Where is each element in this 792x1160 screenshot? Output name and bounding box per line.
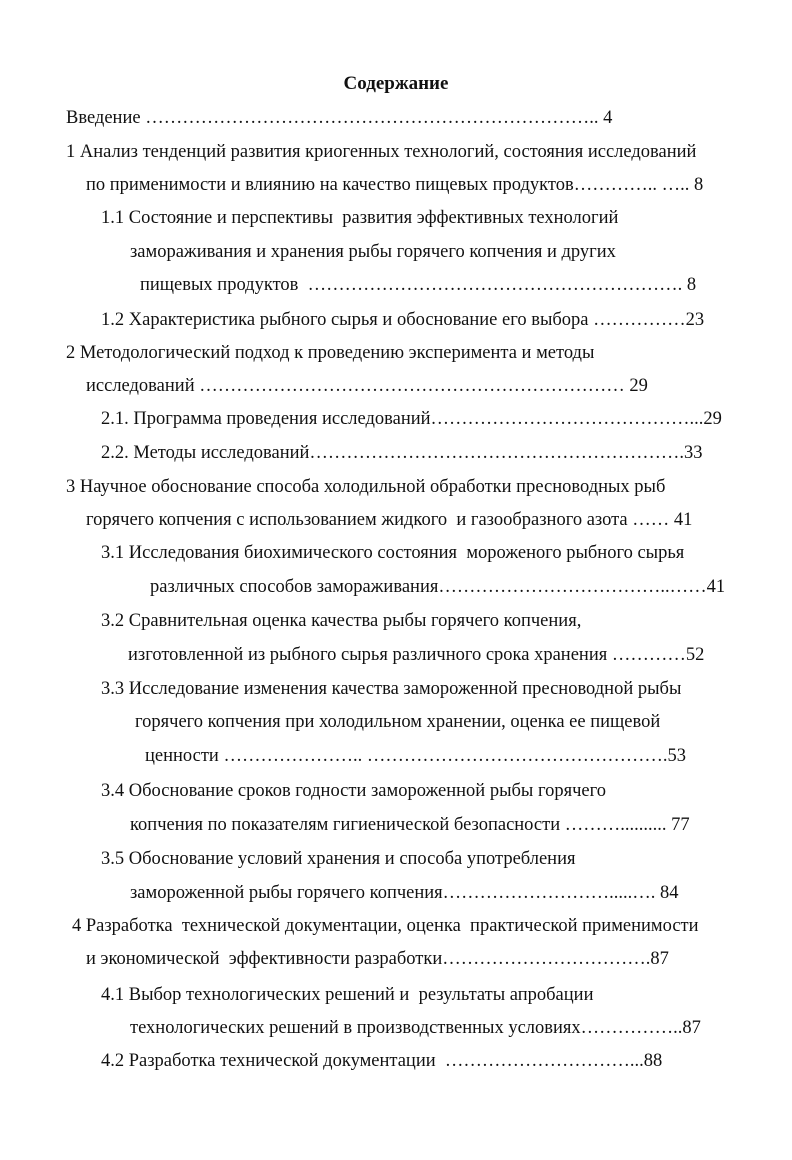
toc-entry-ch3-2-line1: 3.2 Сравнительная оценка качества рыбы горячего копчения,	[101, 611, 582, 631]
toc-entry-ch3-5-line1: 3.5 Обоснование условий хранения и способа употребления	[101, 849, 576, 869]
toc-entry-ch4-1-line1: 4.1 Выбор технологических решений и результаты апробации	[101, 985, 594, 1005]
toc-entry-ch1-line2: по применимости и влиянию на качество пищевых продуктов………….. ….. 8	[86, 175, 704, 195]
toc-entry-ch1-1-line1: 1.1 Состояние и перспективы развития эффективных технологий	[101, 208, 619, 228]
toc-entry-ch3-2-line2: изготовленной из рыбного сырья различного срока хранения …………52	[128, 645, 705, 665]
toc-entry-ch3-line2: горячего копчения с использованием жидкого и газообразного азота …… 41	[86, 510, 693, 530]
toc-entry-ch2-2: 2.2. Методы исследований…………………………………………………….33	[101, 443, 703, 463]
toc-entry-ch3-3-line1: 3.3 Исследование изменения качества замороженной пресноводной рыбы	[101, 679, 682, 699]
toc-entry-ch2-line2: исследований …………………………………………………………… 29	[86, 376, 648, 396]
toc-entry-ch1-1-line3: пищевых продуктов ……………………………………………………. 8	[140, 275, 697, 295]
toc-entry-ch1-line1: 1 Анализ тенденций развития криогенных технологий, состояния исследований	[66, 142, 697, 162]
toc-entry-ch2-1: 2.1. Программа проведения исследований……………………………………...29	[101, 409, 722, 429]
toc-entry-ch2-line1: 2 Методологический подход к проведению эксперимента и методы	[66, 343, 595, 363]
toc-entry-ch4-1-line2: технологических решений в производственных условиях……………..87	[130, 1018, 701, 1038]
toc-entry-intro: Введение ……………………………………………………………….. 4	[66, 108, 613, 128]
toc-entry-ch3-4-line2: копчения по показателям гигиенической безопасности ……….......... 77	[130, 815, 690, 835]
toc-entry-ch3-1-line2: различных способов замораживания………………………………..……41	[150, 577, 726, 597]
toc-entry-ch3-5-line2: замороженной рыбы горячего копчения……………………….....…. 84	[130, 883, 679, 903]
toc-entry-ch4-2: 4.2 Разработка технической документации …………………………...88	[101, 1051, 663, 1071]
toc-entry-ch1-1-line2: замораживания и хранения рыбы горячего копчения и других	[130, 242, 616, 262]
toc-entry-ch3-3-line3: ценности ………………….. ………………………………………….53	[145, 746, 686, 766]
toc-entry-ch3-3-line2: горячего копчения при холодильном хранении, оценка ее пищевой	[135, 712, 661, 732]
toc-entry-ch3-4-line1: 3.4 Обоснование сроков годности замороженной рыбы горячего	[101, 781, 607, 801]
toc-entry-ch3-1-line1: 3.1 Исследования биохимического состояния мороженого рыбного сырья	[101, 543, 685, 563]
toc-entry-ch4-line1: 4 Разработка технической документации, оценка практической применимости	[72, 916, 699, 936]
toc-entry-ch4-line2: и экономической эффективности разработки…………………………….87	[86, 949, 669, 969]
toc-entry-ch3-line1: 3 Научное обоснование способа холодильной обработки пресноводных рыб	[66, 477, 666, 497]
toc-entry-ch1-2: 1.2 Характеристика рыбного сырья и обоснование его выбора ……………23	[101, 310, 705, 330]
page-title: Содержание	[343, 73, 449, 94]
